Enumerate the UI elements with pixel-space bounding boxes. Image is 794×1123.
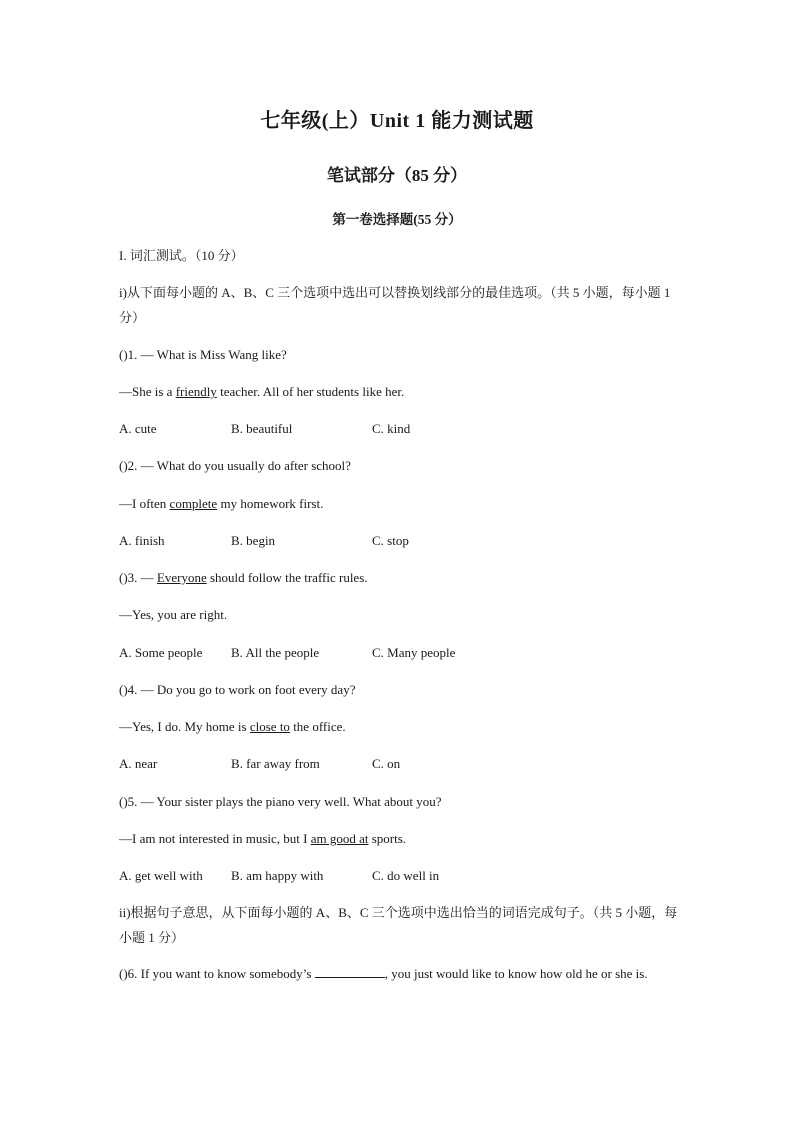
option-3b: B. All the people [231, 645, 320, 660]
question-3: ()3. — Everyone should follow the traffic rules. [119, 570, 368, 585]
option-1c: C. kind [372, 421, 411, 436]
option-1a: A. cute [119, 421, 157, 436]
underlined-word: Everyone [156, 570, 207, 585]
underlined-word: am good at [310, 831, 369, 846]
option-2b: B. begin [231, 533, 276, 548]
part-heading: I. 词汇测试。（10 分） [119, 248, 244, 263]
page-title: 七年级(上）Unit 1 能力测试题 [260, 110, 534, 132]
question-2: ()2. — What do you usually do after school? [119, 458, 351, 473]
option-3c: C. Many people [372, 645, 456, 660]
option-2a: A. finish [119, 533, 165, 548]
option-4c: C. on [372, 756, 401, 771]
answer-1: —She is a friendly teacher. All of her students like her. [119, 384, 405, 399]
answer-5: —I am not interested in music, but I am good at sports. [119, 831, 407, 846]
underlined-word: friendly [175, 384, 217, 399]
underlined-word: close to [249, 719, 290, 734]
instruction-i: i)从下面每小题的 A、B、C 三个选项中选出可以替换划线部分的最佳选项。（共 5 小题，每小题 1 分） [119, 285, 671, 325]
question-1: ()1. — What is Miss Wang like? [119, 347, 287, 362]
question-4: ()4. — Do you go to work on foot every day? [119, 682, 356, 697]
question-5: ()5. — Your sister plays the piano very well. What about you? [119, 794, 442, 809]
answer-3: —Yes, you are right. [119, 607, 228, 622]
option-2c: C. stop [372, 533, 409, 548]
option-5c: C. do well in [372, 868, 440, 883]
option-1b: B. beautiful [231, 421, 293, 436]
section-heading: 第一卷选择题(55 分） [332, 212, 462, 227]
page-subtitle: 笔试部分（85 分） [326, 166, 468, 185]
underlined-word: complete [169, 496, 218, 511]
question-6: ()6. If you want to know somebody’s , you just would like to know how old he or she is. [119, 966, 648, 981]
option-4a: A. near [119, 756, 158, 771]
answer-blank [315, 965, 385, 978]
instruction-ii: ii)根据句子意思，从下面每小题的 A、B、C 三个选项中选出恰当的词语完成句子。（共 5 小题，每小题 1 分） [119, 905, 678, 945]
answer-2: —I often complete my homework first. [119, 496, 324, 511]
option-4b: B. far away from [231, 756, 320, 771]
option-3a: A. Some people [119, 645, 203, 660]
option-5b: B. am happy with [231, 868, 324, 883]
answer-4: —Yes, I do. My home is close to the office. [119, 719, 346, 734]
option-5a: A. get well with [119, 868, 203, 883]
